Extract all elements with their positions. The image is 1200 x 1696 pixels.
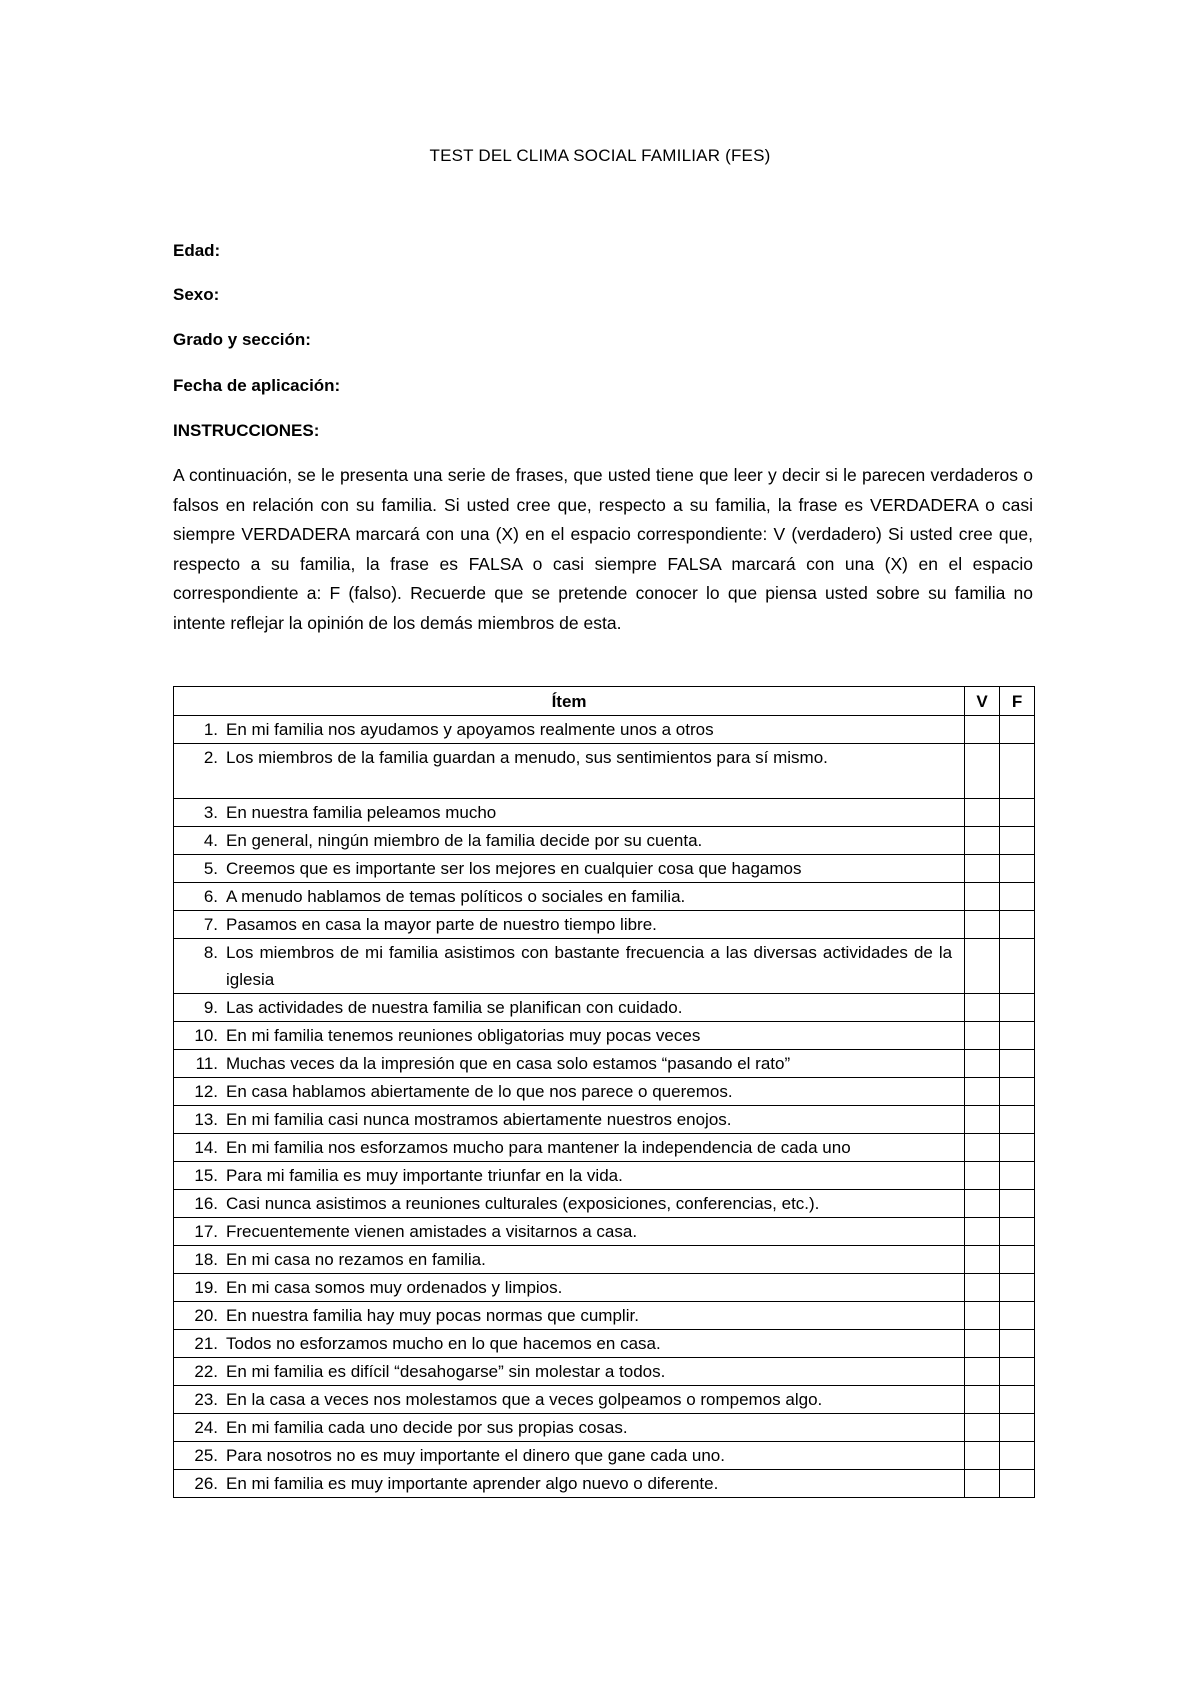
table-row <box>174 1078 1035 1106</box>
table-row <box>174 1106 1035 1134</box>
items-table <box>173 686 1035 1498</box>
item-number: 20. <box>194 1306 218 1325</box>
item-number: 25. <box>194 1446 218 1465</box>
item-number: 26. <box>194 1474 218 1493</box>
table-row <box>174 911 1035 939</box>
item-cell <box>174 1162 965 1190</box>
answer-v-cell[interactable] <box>965 744 1000 799</box>
item-cell <box>174 1302 965 1330</box>
answer-v-cell[interactable] <box>965 1106 1000 1134</box>
item-number: 24. <box>194 1418 218 1437</box>
table-row <box>174 1274 1035 1302</box>
item-number: 22. <box>194 1362 218 1381</box>
item-cell <box>174 855 965 883</box>
item-cell <box>174 1470 965 1498</box>
item-text: En mi casa no rezamos en familia. <box>226 1250 486 1269</box>
field-edad: Edad: <box>173 241 221 260</box>
item-cell <box>174 1414 965 1442</box>
item-number: 7. <box>203 915 218 934</box>
answer-f-cell[interactable] <box>1000 799 1035 827</box>
item-number: 5. <box>203 859 218 878</box>
answer-f-cell[interactable] <box>1000 1386 1035 1414</box>
item-cell <box>174 744 965 799</box>
answer-v-cell[interactable] <box>965 939 1000 994</box>
item-number: 16. <box>194 1194 218 1213</box>
table-row <box>174 716 1035 744</box>
answer-v-cell[interactable] <box>965 799 1000 827</box>
answer-f-cell[interactable] <box>1000 1190 1035 1218</box>
answer-f-cell[interactable] <box>1000 1358 1035 1386</box>
item-number: 18. <box>194 1250 218 1269</box>
item-text: Creemos que es importante ser los mejores en cualquier cosa que hagamos <box>226 859 802 878</box>
item-text: Los miembros de mi familia asistimos con bastante frecuencia a las diversas actividades de la iglesia <box>226 943 953 989</box>
answer-f-cell[interactable] <box>1000 939 1035 994</box>
item-text: A menudo hablamos de temas políticos o sociales en familia. <box>226 887 686 906</box>
item-cell <box>174 911 965 939</box>
item-text: En nuestra familia peleamos mucho <box>226 803 497 822</box>
answer-f-cell[interactable] <box>1000 1330 1035 1358</box>
item-number: 1. <box>203 720 218 739</box>
item-cell <box>174 1358 965 1386</box>
answer-v-cell[interactable] <box>965 883 1000 911</box>
table-row <box>174 1134 1035 1162</box>
answer-v-cell[interactable] <box>965 1078 1000 1106</box>
item-cell <box>174 994 965 1022</box>
answer-f-cell[interactable] <box>1000 716 1035 744</box>
answer-v-cell[interactable] <box>965 1414 1000 1442</box>
answer-f-cell[interactable] <box>1000 1022 1035 1050</box>
table-row <box>174 1162 1035 1190</box>
item-text: En mi familia es muy importante aprender algo nuevo o diferente. <box>226 1474 719 1493</box>
table-row <box>174 744 1035 799</box>
answer-f-cell[interactable] <box>1000 1078 1035 1106</box>
item-cell <box>174 1218 965 1246</box>
item-number: 21. <box>194 1334 218 1353</box>
table-row <box>174 1442 1035 1470</box>
item-text: En la casa a veces nos molestamos que a veces golpeamos o rompemos algo. <box>226 1390 823 1409</box>
answer-f-cell[interactable] <box>1000 855 1035 883</box>
item-cell <box>174 1106 965 1134</box>
item-text: Los miembros de la familia guardan a menudo, sus sentimientos para sí mismo. <box>226 748 828 767</box>
item-number: 11. <box>195 1054 218 1073</box>
item-number: 17. <box>194 1222 218 1241</box>
table-row <box>174 1246 1035 1274</box>
answer-f-cell[interactable] <box>1000 1442 1035 1470</box>
item-text: En mi familia cada uno decide por sus propias cosas. <box>226 1418 628 1437</box>
answer-f-cell[interactable] <box>1000 1470 1035 1498</box>
item-number: 15. <box>194 1166 218 1185</box>
item-number: 19. <box>194 1278 218 1297</box>
item-text: En mi casa somos muy ordenados y limpios. <box>226 1278 563 1297</box>
item-text: Casi nunca asistimos a reuniones culturales (exposiciones, conferencias, etc.). <box>226 1194 820 1213</box>
table-row <box>174 1302 1035 1330</box>
answer-v-cell[interactable] <box>965 716 1000 744</box>
item-text: Frecuentemente vienen amistades a visitarnos a casa. <box>226 1222 638 1241</box>
answer-f-cell[interactable] <box>1000 1050 1035 1078</box>
answer-f-cell[interactable] <box>1000 1106 1035 1134</box>
item-cell <box>174 827 965 855</box>
item-number: 10. <box>194 1026 218 1045</box>
table-row <box>174 1022 1035 1050</box>
item-number: 14. <box>194 1138 218 1157</box>
item-text: Muchas veces da la impresión que en casa solo estamos “pasando el rato” <box>226 1054 791 1073</box>
table-row <box>174 1470 1035 1498</box>
table-row <box>174 1386 1035 1414</box>
item-cell <box>174 1134 965 1162</box>
answer-v-cell[interactable] <box>965 1302 1000 1330</box>
answer-f-cell[interactable] <box>1000 1162 1035 1190</box>
answer-f-cell[interactable] <box>1000 1134 1035 1162</box>
item-number: 13. <box>194 1110 218 1129</box>
item-number: 6. <box>203 887 218 906</box>
table-row <box>174 1358 1035 1386</box>
item-text: Para nosotros no es muy importante el dinero que gane cada uno. <box>226 1446 725 1465</box>
answer-f-cell[interactable] <box>1000 1246 1035 1274</box>
answer-v-cell[interactable] <box>965 911 1000 939</box>
answer-f-cell[interactable] <box>1000 1302 1035 1330</box>
answer-v-cell[interactable] <box>965 1162 1000 1190</box>
item-cell <box>174 1442 965 1470</box>
item-text: En mi familia tenemos reuniones obligatorias muy pocas veces <box>226 1026 701 1045</box>
answer-f-cell[interactable] <box>1000 911 1035 939</box>
item-cell <box>174 1274 965 1302</box>
answer-v-cell[interactable] <box>965 1358 1000 1386</box>
answer-f-cell[interactable] <box>1000 994 1035 1022</box>
item-text: En general, ningún miembro de la familia decide por su cuenta. <box>226 831 703 850</box>
item-number: 12. <box>194 1082 218 1101</box>
item-cell <box>174 883 965 911</box>
table-row <box>174 883 1035 911</box>
table-row <box>174 1218 1035 1246</box>
answer-v-cell[interactable] <box>965 994 1000 1022</box>
answer-f-cell[interactable] <box>1000 883 1035 911</box>
answer-f-cell[interactable] <box>1000 1414 1035 1442</box>
field-sexo: Sexo: <box>173 285 220 304</box>
item-cell <box>174 1050 965 1078</box>
answer-v-cell[interactable] <box>965 1274 1000 1302</box>
table-header-row <box>174 687 1035 716</box>
answer-v-cell[interactable] <box>965 1470 1000 1498</box>
table-row <box>174 1050 1035 1078</box>
item-cell <box>174 1078 965 1106</box>
table-row <box>174 994 1035 1022</box>
answer-f-cell[interactable] <box>1000 744 1035 799</box>
instructions-text: A continuación, se le presenta una serie de frases, que usted tiene que leer y decir si le parecen verdaderos o falsos en relación con su familia. Si usted cree que, respecto a su familia, la frase es VERDADERA o casi siempre VERDADERA marcará con una (X) en el espacio correspondiente: V (verdadero) Si usted cree que, respecto a su familia, la frase es FALSA o casi siempre FALSA marcará con una (X) en el espacio correspondiente a: F (falso). Recuerde que se pretende conocer lo que piensa usted sobre su familia no intente reflejar la opinión de los demás miembros de esta. <box>173 465 1033 633</box>
table-row <box>174 799 1035 827</box>
answer-v-cell[interactable] <box>965 1134 1000 1162</box>
item-cell <box>174 939 965 994</box>
item-text: Todos no esforzamos mucho en lo que hacemos en casa. <box>226 1334 661 1353</box>
header-f: F <box>1000 687 1035 716</box>
answer-v-cell[interactable] <box>965 855 1000 883</box>
document-title: TEST DEL CLIMA SOCIAL FAMILIAR (FES) <box>429 146 771 165</box>
answer-v-cell[interactable] <box>965 1218 1000 1246</box>
item-text: Las actividades de nuestra familia se planifican con cuidado. <box>226 998 683 1017</box>
items-body <box>174 716 1035 1498</box>
answer-v-cell[interactable] <box>965 1190 1000 1218</box>
answer-f-cell[interactable] <box>1000 1218 1035 1246</box>
item-text: Pasamos en casa la mayor parte de nuestro tiempo libre. <box>226 915 657 934</box>
header-item: Ítem <box>174 687 965 716</box>
instructions-heading: INSTRUCCIONES: <box>173 421 320 440</box>
item-number: 9. <box>203 998 218 1017</box>
item-cell <box>174 799 965 827</box>
item-number: 8. <box>203 943 218 962</box>
answer-v-cell[interactable] <box>965 1246 1000 1274</box>
answer-v-cell[interactable] <box>965 1386 1000 1414</box>
table-row <box>174 1330 1035 1358</box>
item-text: En mi familia casi nunca mostramos abiertamente nuestros enojos. <box>226 1110 732 1129</box>
item-cell <box>174 1246 965 1274</box>
item-cell <box>174 1022 965 1050</box>
item-text: En casa hablamos abiertamente de lo que nos parece o queremos. <box>226 1082 733 1101</box>
answer-v-cell[interactable] <box>965 1022 1000 1050</box>
table-row <box>174 939 1035 994</box>
item-number: 3. <box>203 803 218 822</box>
item-cell <box>174 1190 965 1218</box>
item-text: En mi familia nos ayudamos y apoyamos realmente unos a otros <box>226 720 714 739</box>
item-cell <box>174 1386 965 1414</box>
table-row <box>174 1190 1035 1218</box>
answer-v-cell[interactable] <box>965 1050 1000 1078</box>
item-text: Para mi familia es muy importante triunfar en la vida. <box>226 1166 623 1185</box>
answer-f-cell[interactable] <box>1000 827 1035 855</box>
field-grado-seccion: Grado y sección: <box>173 330 311 349</box>
item-number: 23. <box>194 1390 218 1409</box>
item-text: En mi familia nos esforzamos mucho para mantener la independencia de cada uno <box>226 1138 851 1157</box>
table-row <box>174 827 1035 855</box>
item-number: 2. <box>203 748 218 767</box>
item-cell <box>174 1330 965 1358</box>
item-text: En mi familia es difícil “desahogarse” sin molestar a todos. <box>226 1362 666 1381</box>
answer-v-cell[interactable] <box>965 1330 1000 1358</box>
item-text: En nuestra familia hay muy pocas normas que cumplir. <box>226 1306 639 1325</box>
item-cell <box>174 716 965 744</box>
answer-f-cell[interactable] <box>1000 1274 1035 1302</box>
item-number: 4. <box>203 831 218 850</box>
answer-v-cell[interactable] <box>965 1442 1000 1470</box>
answer-v-cell[interactable] <box>965 827 1000 855</box>
header-v: V <box>965 687 1000 716</box>
table-row <box>174 1414 1035 1442</box>
table-row <box>174 855 1035 883</box>
field-fecha-aplicacion: Fecha de aplicación: <box>173 376 341 395</box>
